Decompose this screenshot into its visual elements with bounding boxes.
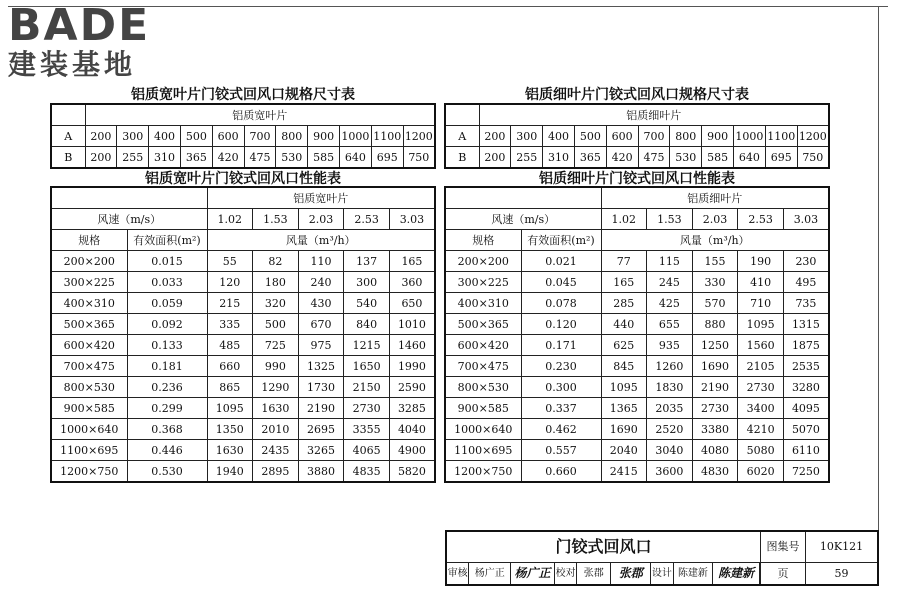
flow-cell: 360	[389, 272, 435, 293]
spec-size-cell: 600×420	[445, 335, 521, 356]
spec-cell: 200	[479, 126, 511, 147]
perf-header-cell: 铝质细叶片	[601, 187, 829, 209]
spec-size-cell: 800×530	[51, 377, 127, 398]
speed-row	[51, 209, 435, 230]
flow-cell: 670	[298, 314, 344, 335]
area-cell: 0.230	[521, 356, 601, 377]
flow-cell: 2415	[601, 461, 647, 483]
flow-cell: 2895	[253, 461, 299, 483]
spec-corner-cell	[51, 104, 85, 126]
performance-table-thin	[444, 186, 830, 483]
flow-cell: 1250	[692, 335, 738, 356]
area-cell: 0.181	[127, 356, 207, 377]
flow-cell: 285	[601, 293, 647, 314]
spec-row-label: A	[51, 126, 85, 147]
perf-row	[445, 251, 829, 272]
column-area-label: 有效面积(m²)	[127, 230, 207, 251]
speed-value: 1.02	[601, 209, 647, 230]
frame-right-line	[878, 6, 879, 581]
spec-cell: 1100	[765, 126, 797, 147]
spec-cell: 255	[117, 147, 149, 169]
spec-cell: 695	[371, 147, 403, 169]
spec-cell: 500	[180, 126, 212, 147]
flow-cell: 2435	[253, 440, 299, 461]
area-cell: 0.236	[127, 377, 207, 398]
spec-table-wide	[50, 103, 436, 169]
spec-cell: 1200	[403, 126, 435, 147]
spec-size-cell: 400×310	[445, 293, 521, 314]
column-header-row	[445, 230, 829, 251]
flow-cell: 570	[692, 293, 738, 314]
spec-cell: 585	[308, 147, 340, 169]
flow-cell: 5070	[783, 419, 829, 440]
spec-size-cell: 500×365	[51, 314, 127, 335]
flow-cell: 1095	[601, 377, 647, 398]
spec-cell: 800	[670, 126, 702, 147]
perf-row	[51, 440, 435, 461]
flow-cell: 1875	[783, 335, 829, 356]
spec-cell: 900	[308, 126, 340, 147]
spec-row	[445, 126, 829, 147]
flow-cell: 1990	[389, 356, 435, 377]
title-block	[445, 530, 879, 586]
column-flow-label: 风量（m³/h）	[601, 230, 829, 251]
perf-row	[51, 356, 435, 377]
signature-row	[447, 563, 761, 584]
flow-cell: 660	[207, 356, 253, 377]
flow-cell: 710	[738, 293, 784, 314]
area-cell: 0.092	[127, 314, 207, 335]
spec-cell: 300	[511, 126, 543, 147]
flow-cell: 735	[783, 293, 829, 314]
flow-cell: 1650	[344, 356, 390, 377]
perf-row	[445, 314, 829, 335]
flow-cell: 845	[601, 356, 647, 377]
flow-cell: 77	[601, 251, 647, 272]
flow-cell: 485	[207, 335, 253, 356]
flow-cell: 540	[344, 293, 390, 314]
atlas-number: 10K121	[806, 532, 877, 563]
flow-cell: 425	[647, 293, 693, 314]
speed-value: 2.03	[298, 209, 344, 230]
spec-header-cell: 铝质细叶片	[479, 104, 829, 126]
flow-cell: 1630	[207, 440, 253, 461]
spec-size-cell: 1200×750	[445, 461, 521, 483]
spec-cell: 750	[797, 147, 829, 169]
area-cell: 0.446	[127, 440, 207, 461]
speed-value: 2.03	[692, 209, 738, 230]
flow-cell: 865	[207, 377, 253, 398]
spec-cell: 1100	[371, 126, 403, 147]
sign-name: 杨广正	[469, 563, 511, 584]
speed-value: 2.53	[344, 209, 390, 230]
perf-row	[51, 272, 435, 293]
flow-cell: 1290	[253, 377, 299, 398]
perf-row	[445, 356, 829, 377]
perf-header-cell: 铝质宽叶片	[207, 187, 435, 209]
perf-row	[445, 272, 829, 293]
flow-cell: 330	[692, 272, 738, 293]
spec-table-thin	[444, 103, 830, 169]
perf-corner-cell	[51, 187, 207, 209]
spec-row	[51, 126, 435, 147]
area-cell: 0.368	[127, 419, 207, 440]
flow-cell: 495	[783, 272, 829, 293]
flow-cell: 4835	[344, 461, 390, 483]
area-cell: 0.171	[521, 335, 601, 356]
logo-subtitle: 建装基地	[8, 48, 137, 81]
flow-cell: 1690	[601, 419, 647, 440]
spec-size-cell: 900×585	[51, 398, 127, 419]
flow-cell: 4065	[344, 440, 390, 461]
speed-label: 风速（m/s）	[445, 209, 601, 230]
area-cell: 0.462	[521, 419, 601, 440]
flow-cell: 3400	[738, 398, 784, 419]
spec-cell: 300	[117, 126, 149, 147]
flow-cell: 3265	[298, 440, 344, 461]
spec-cell: 700	[244, 126, 276, 147]
flow-cell: 155	[692, 251, 738, 272]
flow-cell: 655	[647, 314, 693, 335]
flow-cell: 2590	[389, 377, 435, 398]
area-cell: 0.015	[127, 251, 207, 272]
flow-cell: 2190	[298, 398, 344, 419]
spec-thin-title: 铝质细叶片门铰式回风口规格尺寸表	[525, 87, 749, 103]
perf-header-row	[51, 187, 435, 209]
speed-row	[445, 209, 829, 230]
spec-cell: 475	[638, 147, 670, 169]
perf-wide-title: 铝质宽叶片门铰式回风口性能表	[145, 171, 341, 187]
spec-size-cell: 1200×750	[51, 461, 127, 483]
flow-cell: 165	[601, 272, 647, 293]
flow-cell: 2695	[298, 419, 344, 440]
spec-corner-cell	[445, 104, 479, 126]
area-cell: 0.337	[521, 398, 601, 419]
perf-row	[445, 461, 829, 483]
flow-cell: 1095	[738, 314, 784, 335]
flow-cell: 2010	[253, 419, 299, 440]
spec-cell: 365	[574, 147, 606, 169]
flow-cell: 2730	[692, 398, 738, 419]
spec-size-cell: 200×200	[445, 251, 521, 272]
flow-cell: 4040	[389, 419, 435, 440]
perf-row	[445, 377, 829, 398]
spec-size-cell: 1100×695	[445, 440, 521, 461]
column-header-row	[51, 230, 435, 251]
flow-cell: 110	[298, 251, 344, 272]
flow-cell: 2535	[783, 356, 829, 377]
flow-cell: 4095	[783, 398, 829, 419]
flow-cell: 1730	[298, 377, 344, 398]
perf-row	[51, 251, 435, 272]
spec-cell: 1000	[734, 126, 766, 147]
spec-size-cell: 900×585	[445, 398, 521, 419]
spec-cell: 200	[85, 147, 117, 169]
drawing-title: 门铰式回风口	[447, 532, 761, 563]
flow-cell: 725	[253, 335, 299, 356]
spec-cell: 530	[276, 147, 308, 169]
spec-cell: 800	[276, 126, 308, 147]
spec-size-cell: 700×475	[51, 356, 127, 377]
page-number: 59	[834, 567, 849, 580]
flow-cell: 1630	[253, 398, 299, 419]
speed-value: 1.02	[207, 209, 253, 230]
flow-cell: 4830	[692, 461, 738, 483]
flow-cell: 190	[738, 251, 784, 272]
flow-cell: 3600	[647, 461, 693, 483]
perf-header-row	[445, 187, 829, 209]
perf-row	[445, 335, 829, 356]
spec-cell: 200	[85, 126, 117, 147]
spec-cell: 500	[574, 126, 606, 147]
spec-header-cell: 铝质宽叶片	[85, 104, 435, 126]
perf-row	[51, 335, 435, 356]
column-spec-label: 规格	[51, 230, 127, 251]
area-cell: 0.530	[127, 461, 207, 483]
flow-cell: 2190	[692, 377, 738, 398]
spec-row-label: B	[445, 147, 479, 169]
spec-size-cell: 1000×640	[445, 419, 521, 440]
spec-size-cell: 1000×640	[51, 419, 127, 440]
flow-cell: 180	[253, 272, 299, 293]
logo-wordmark: BADE	[8, 0, 151, 51]
flow-cell: 3380	[692, 419, 738, 440]
flow-cell: 2520	[647, 419, 693, 440]
spec-row	[445, 147, 829, 169]
area-cell: 0.557	[521, 440, 601, 461]
flow-cell: 5820	[389, 461, 435, 483]
area-cell: 0.059	[127, 293, 207, 314]
flow-cell: 137	[344, 251, 390, 272]
flow-cell: 440	[601, 314, 647, 335]
signature: 陈建新	[713, 563, 760, 584]
spec-cell: 695	[765, 147, 797, 169]
spec-size-cell: 300×225	[51, 272, 127, 293]
flow-cell: 990	[253, 356, 299, 377]
area-cell: 0.133	[127, 335, 207, 356]
spec-cell: 600	[212, 126, 244, 147]
flow-cell: 1010	[389, 314, 435, 335]
flow-cell: 2035	[647, 398, 693, 419]
flow-cell: 975	[298, 335, 344, 356]
sign-role: 校对	[555, 563, 577, 584]
flow-cell: 245	[647, 272, 693, 293]
flow-cell: 1325	[298, 356, 344, 377]
flow-cell: 1095	[207, 398, 253, 419]
perf-row	[51, 293, 435, 314]
spec-row-label: B	[51, 147, 85, 169]
perf-row	[445, 419, 829, 440]
flow-cell: 3280	[783, 377, 829, 398]
spec-cell: 420	[212, 147, 244, 169]
speed-label: 风速（m/s）	[51, 209, 207, 230]
perf-thin-title: 铝质细叶片门铰式回风口性能表	[539, 171, 735, 187]
flow-cell: 410	[738, 272, 784, 293]
flow-cell: 335	[207, 314, 253, 335]
flow-cell: 3880	[298, 461, 344, 483]
flow-cell: 650	[389, 293, 435, 314]
spec-size-cell: 1100×695	[51, 440, 127, 461]
flow-cell: 230	[783, 251, 829, 272]
flow-cell: 1690	[692, 356, 738, 377]
flow-cell: 115	[647, 251, 693, 272]
flow-cell: 1560	[738, 335, 784, 356]
spec-cell: 1000	[340, 126, 372, 147]
area-cell: 0.033	[127, 272, 207, 293]
speed-value: 3.03	[783, 209, 829, 230]
spec-size-cell: 500×365	[445, 314, 521, 335]
flow-cell: 1940	[207, 461, 253, 483]
logo	[8, 0, 178, 84]
perf-row	[51, 461, 435, 483]
spec-cell: 1200	[797, 126, 829, 147]
spec-size-cell: 200×200	[51, 251, 127, 272]
area-cell: 0.021	[521, 251, 601, 272]
column-area-label: 有效面积(m²)	[521, 230, 601, 251]
spec-cell: 600	[606, 126, 638, 147]
flow-cell: 1215	[344, 335, 390, 356]
spec-cell: 530	[670, 147, 702, 169]
area-cell: 0.300	[521, 377, 601, 398]
perf-row	[445, 293, 829, 314]
spec-size-cell: 800×530	[445, 377, 521, 398]
spec-cell: 310	[149, 147, 181, 169]
flow-cell: 4080	[692, 440, 738, 461]
spec-size-cell: 300×225	[445, 272, 521, 293]
flow-cell: 6110	[783, 440, 829, 461]
spec-cell: 310	[543, 147, 575, 169]
spec-header-row	[51, 104, 435, 126]
flow-cell: 2040	[601, 440, 647, 461]
atlas-label: 图集号	[761, 532, 806, 563]
flow-cell: 240	[298, 272, 344, 293]
signature: 张郡	[611, 563, 651, 584]
flow-cell: 1260	[647, 356, 693, 377]
spec-cell: 200	[479, 147, 511, 169]
spec-cell: 400	[149, 126, 181, 147]
page-label: 页	[761, 563, 806, 584]
spec-cell: 640	[734, 147, 766, 169]
speed-value: 1.53	[253, 209, 299, 230]
flow-cell: 840	[344, 314, 390, 335]
spec-size-cell: 600×420	[51, 335, 127, 356]
flow-cell: 2105	[738, 356, 784, 377]
flow-cell: 4210	[738, 419, 784, 440]
perf-row	[445, 398, 829, 419]
column-spec-label: 规格	[445, 230, 521, 251]
area-cell: 0.078	[521, 293, 601, 314]
spec-cell: 900	[702, 126, 734, 147]
speed-value: 1.53	[647, 209, 693, 230]
flow-cell: 430	[298, 293, 344, 314]
flow-cell: 1830	[647, 377, 693, 398]
flow-cell: 625	[601, 335, 647, 356]
area-cell: 0.660	[521, 461, 601, 483]
flow-cell: 2730	[344, 398, 390, 419]
area-cell: 0.120	[521, 314, 601, 335]
flow-cell: 2730	[738, 377, 784, 398]
flow-cell: 5080	[738, 440, 784, 461]
spec-size-cell: 700×475	[445, 356, 521, 377]
flow-cell: 320	[253, 293, 299, 314]
flow-cell: 82	[253, 251, 299, 272]
spec-row-label: A	[445, 126, 479, 147]
sign-name: 陈建新	[674, 563, 714, 584]
flow-cell: 500	[253, 314, 299, 335]
spec-cell: 420	[606, 147, 638, 169]
spec-header-row	[445, 104, 829, 126]
column-flow-label: 风量（m³/h）	[207, 230, 435, 251]
perf-row	[51, 377, 435, 398]
spec-cell: 400	[543, 126, 575, 147]
area-cell: 0.045	[521, 272, 601, 293]
flow-cell: 1315	[783, 314, 829, 335]
flow-cell: 3285	[389, 398, 435, 419]
flow-cell: 55	[207, 251, 253, 272]
spec-cell: 365	[180, 147, 212, 169]
spec-cell: 585	[702, 147, 734, 169]
flow-cell: 1460	[389, 335, 435, 356]
flow-cell: 880	[692, 314, 738, 335]
sign-name: 张郡	[577, 563, 611, 584]
flow-cell: 4900	[389, 440, 435, 461]
flow-cell: 300	[344, 272, 390, 293]
speed-value: 3.03	[389, 209, 435, 230]
spec-row	[51, 147, 435, 169]
flow-cell: 3355	[344, 419, 390, 440]
flow-cell: 215	[207, 293, 253, 314]
flow-cell: 7250	[783, 461, 829, 483]
performance-table-wide	[50, 186, 436, 483]
flow-cell: 1365	[601, 398, 647, 419]
flow-cell: 120	[207, 272, 253, 293]
perf-row	[51, 419, 435, 440]
spec-size-cell: 400×310	[51, 293, 127, 314]
perf-row	[445, 440, 829, 461]
flow-cell: 935	[647, 335, 693, 356]
flow-cell: 1350	[207, 419, 253, 440]
sign-role: 审核	[447, 563, 469, 584]
flow-cell: 6020	[738, 461, 784, 483]
area-cell: 0.299	[127, 398, 207, 419]
spec-cell: 255	[511, 147, 543, 169]
sign-role: 设计	[651, 563, 673, 584]
spec-wide-title: 铝质宽叶片门铰式回风口规格尺寸表	[131, 87, 355, 103]
spec-cell: 750	[403, 147, 435, 169]
spec-cell: 700	[638, 126, 670, 147]
flow-cell: 3040	[647, 440, 693, 461]
perf-corner-cell	[445, 187, 601, 209]
signature: 杨广正	[511, 563, 555, 584]
flow-cell: 2150	[344, 377, 390, 398]
perf-row	[51, 314, 435, 335]
perf-row	[51, 398, 435, 419]
flow-cell: 165	[389, 251, 435, 272]
spec-cell: 475	[244, 147, 276, 169]
spec-cell: 640	[340, 147, 372, 169]
speed-value: 2.53	[738, 209, 784, 230]
